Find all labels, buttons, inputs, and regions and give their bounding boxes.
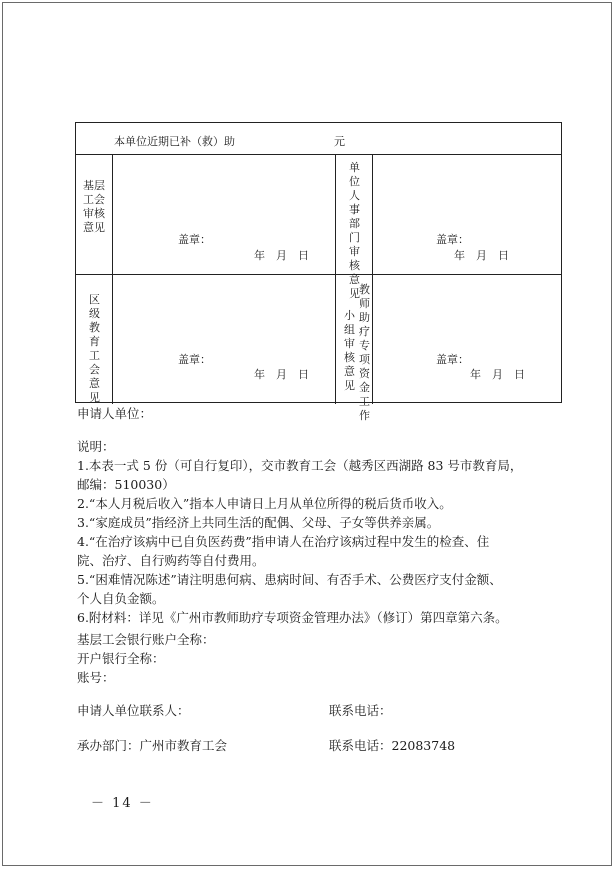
- table-divider: [76, 274, 561, 275]
- fund-group-review-label-col2: 小组审核意见: [344, 309, 355, 392]
- date-label: 年 月 日: [470, 368, 525, 381]
- seal-label: 盖章：: [436, 233, 469, 246]
- date-label: 年 月 日: [454, 249, 509, 262]
- page-number: － 14 －: [91, 796, 154, 811]
- seal-label: 盖章：: [178, 353, 211, 366]
- note-line: 4.“在治疗该病中已自负医药费”指申请人在治疗该病过程中发生的检查、住: [77, 534, 490, 549]
- table-divider: [372, 154, 373, 404]
- date-label: 年 月 日: [254, 368, 309, 381]
- fund-group-review-label-col1: 教师助疗专项资金工作: [359, 283, 370, 422]
- note-line: 院、治疗、自行购药等自付费用。: [77, 553, 265, 568]
- office-phone-label: 联系电话：22083748: [329, 738, 456, 753]
- contact-phone-label: 联系电话：: [329, 703, 392, 718]
- hr-dept-review-label: 单位人事部门审核意见: [349, 161, 360, 300]
- district-union-opinion-label: 区级教育工会意见: [89, 293, 100, 404]
- note-line: 邮编：510030）: [77, 477, 175, 492]
- seal-label: 盖章：: [436, 353, 469, 366]
- notes-heading: 说明：: [77, 439, 115, 454]
- date-label: 年 月 日: [254, 249, 309, 262]
- note-line: 个人自负金额。: [77, 591, 165, 606]
- note-line: 3.“家庭成员”指经济上共同生活的配偶、父母、子女等供养亲属。: [77, 515, 440, 530]
- document-page: [2, 2, 612, 866]
- note-line: 6.附材料：详见《广州市教师助疗专项资金管理办法》（修订）第四章第六条。: [77, 610, 508, 625]
- subsidy-unit: 元: [334, 135, 345, 148]
- bank-account-name-label: 基层工会银行账户全称：: [77, 632, 215, 647]
- table-divider: [76, 154, 561, 155]
- grassroots-union-review-label: 基层工会审核意见: [83, 179, 105, 234]
- subsidy-label: 本单位近期已补（救）助: [114, 135, 235, 148]
- unit-contact-label: 申请人单位联系人：: [77, 703, 190, 718]
- note-line: 1.本表一式 5 份（可自行复印），交市教育工会（越秀区西湖路 83 号市教育局，: [77, 458, 523, 473]
- seal-label: 盖章：: [178, 233, 211, 246]
- table-divider: [112, 154, 113, 404]
- notes-section: [77, 437, 557, 627]
- account-number-label: 账号：: [77, 670, 115, 685]
- bank-name-label: 开户银行全称：: [77, 651, 165, 666]
- applicant-unit-label: 申请人单位：: [77, 406, 153, 421]
- office-label: 承办部门：广州市教育工会: [77, 738, 228, 753]
- note-line: 5.“困难情况陈述”请注明患何病、患病时间、有否手术、公费医疗支付金额、: [77, 572, 502, 587]
- note-line: 2.“本人月税后收入”指本人申请日上月从单位所得的税后货币收入。: [77, 496, 452, 511]
- table-divider: [335, 154, 336, 404]
